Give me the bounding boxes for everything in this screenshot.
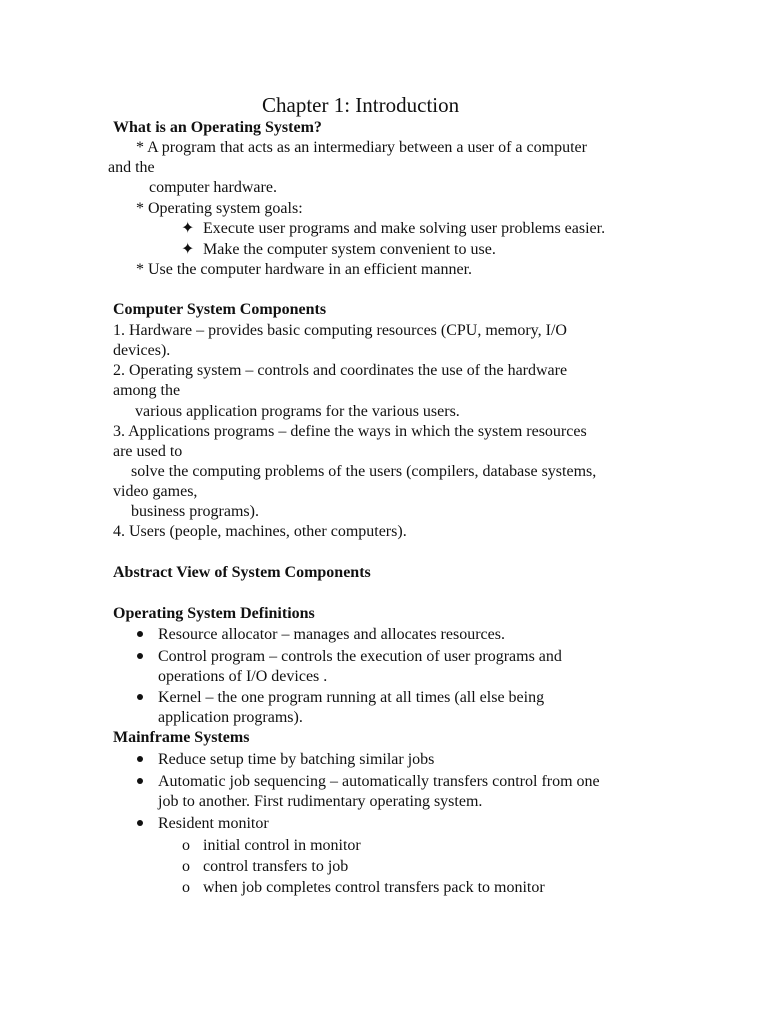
text-line: devices). bbox=[113, 342, 171, 359]
sub-list-item: initial control in monitor bbox=[203, 837, 361, 854]
section-heading-mainframe: Mainframe Systems bbox=[113, 729, 250, 746]
goal-item: Execute user programs and make solving user problems easier. bbox=[203, 220, 606, 237]
bullet-icon bbox=[137, 756, 143, 762]
list-item: Kernel – the one program running at all times (all else being bbox=[158, 689, 545, 706]
list-item: Resource allocator – manages and allocates resources. bbox=[158, 626, 505, 643]
list-item: Resident monitor bbox=[158, 815, 269, 832]
list-item: Control program – controls the execution of user programs and bbox=[158, 648, 562, 665]
circle-bullet-icon: o bbox=[182, 879, 190, 896]
list-item-continuation: job to another. First rudimentary operating system. bbox=[158, 793, 483, 810]
bullet-icon bbox=[137, 778, 143, 784]
goal-item: Make the computer system convenient to use. bbox=[203, 241, 496, 258]
text-line: various application programs for the various users. bbox=[135, 403, 460, 420]
bullet-icon bbox=[137, 694, 143, 700]
text-line: video games, bbox=[113, 483, 198, 500]
text-line: solve the computing problems of the users (compilers, database systems, bbox=[131, 463, 597, 480]
bullet-icon bbox=[137, 820, 143, 826]
text-line: 3. Applications programs – define the ways in which the system resources bbox=[113, 423, 587, 440]
sub-list-item: control transfers to job bbox=[203, 858, 349, 875]
sub-list-item: when job completes control transfers pack to monitor bbox=[203, 879, 545, 896]
section-heading-os-definitions: Operating System Definitions bbox=[113, 605, 315, 622]
text-line: among the bbox=[113, 382, 181, 399]
list-item-continuation: operations of I/O devices . bbox=[158, 668, 328, 685]
text-line: business programs). bbox=[131, 503, 259, 520]
text-line: 4. Users (people, machines, other computers). bbox=[113, 523, 407, 540]
text-line: * Use the computer hardware in an efficient manner. bbox=[136, 261, 473, 278]
bullet-icon bbox=[137, 631, 143, 637]
text-line: * Operating system goals: bbox=[136, 200, 303, 217]
list-item: Reduce setup time by batching similar jobs bbox=[158, 751, 435, 768]
circle-bullet-icon: o bbox=[182, 858, 190, 875]
text-line: are used to bbox=[113, 443, 183, 460]
text-line: computer hardware. bbox=[149, 179, 277, 196]
section-heading-what-is-os: What is an Operating System? bbox=[113, 119, 322, 136]
section-heading-abstract-view: Abstract View of System Components bbox=[113, 564, 371, 581]
page-title: Chapter 1: Introduction bbox=[262, 93, 460, 117]
text-line: and the bbox=[108, 159, 155, 176]
list-item: Automatic job sequencing – automatically transfers control from one bbox=[158, 773, 600, 790]
text-line: 2. Operating system – controls and coordinates the use of the hardware bbox=[113, 362, 568, 379]
bullet-icon bbox=[137, 653, 143, 659]
text-line: 1. Hardware – provides basic computing resources (CPU, memory, I/O bbox=[113, 322, 567, 339]
four-point-star-icon: ✦ bbox=[181, 220, 195, 237]
four-point-star-icon: ✦ bbox=[181, 241, 195, 258]
circle-bullet-icon: o bbox=[182, 837, 190, 854]
list-item-continuation: application programs). bbox=[158, 709, 303, 726]
text-line: * A program that acts as an intermediary between a user of a computer bbox=[136, 139, 587, 156]
section-heading-components: Computer System Components bbox=[113, 301, 327, 318]
